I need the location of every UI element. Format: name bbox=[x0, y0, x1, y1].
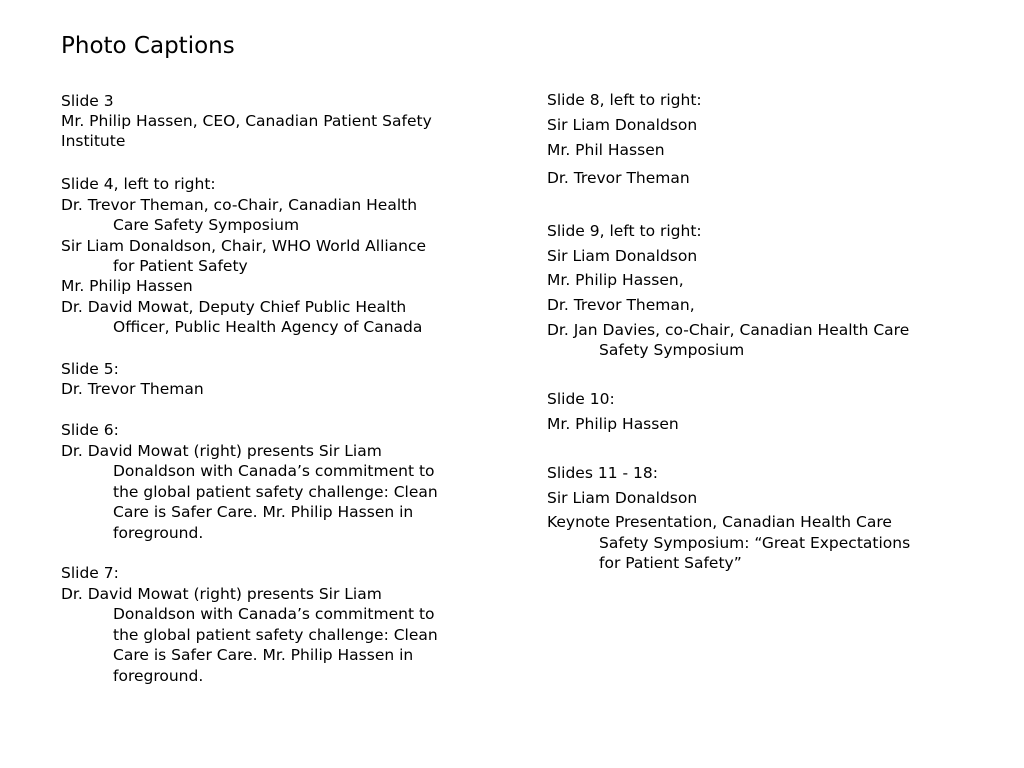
caption-line-continued: Safety Symposium bbox=[599, 341, 745, 359]
caption-line: Dr. David Mowat (right) presents Sir Liam bbox=[61, 585, 382, 603]
slide-5-heading: Slide 5: bbox=[61, 360, 119, 378]
caption-line-continued: Donaldson with Canada’s commitment to bbox=[113, 462, 435, 480]
caption-line-continued: Donaldson with Canada’s commitment to bbox=[113, 605, 435, 623]
caption-line-continued: the global patient safety challenge: Clean bbox=[113, 483, 438, 501]
caption-line-continued: for Patient Safety” bbox=[599, 554, 742, 572]
caption-line: Dr. Trevor Theman, co-Chair, Canadian Health bbox=[61, 196, 418, 214]
caption-line: Mr. Philip Hassen, bbox=[547, 271, 684, 289]
caption-line: Mr. Philip Hassen bbox=[61, 277, 193, 295]
caption-line-continued: Safety Symposium: “Great Expectations bbox=[599, 534, 911, 552]
slide-4-heading: Slide 4, left to right: bbox=[61, 175, 216, 193]
caption-line-continued: the global patient safety challenge: Clean bbox=[113, 626, 438, 644]
caption-line: Mr. Philip Hassen, CEO, Canadian Patient Safety bbox=[61, 112, 432, 130]
slide-8-heading: Slide 8, left to right: bbox=[547, 91, 702, 109]
caption-line-continued: foreground. bbox=[113, 667, 204, 685]
slide-6-heading: Slide 6: bbox=[61, 421, 119, 439]
caption-line: Sir Liam Donaldson bbox=[547, 247, 698, 265]
caption-line: Dr. Jan Davies, co-Chair, Canadian Health Care bbox=[547, 321, 910, 339]
slide-10-heading: Slide 10: bbox=[547, 390, 615, 408]
caption-line: Dr. David Mowat (right) presents Sir Liam bbox=[61, 442, 382, 460]
caption-line: Mr. Phil Hassen bbox=[547, 141, 665, 159]
caption-line: Dr. Trevor Theman, bbox=[547, 296, 695, 314]
caption-line-continued: foreground. bbox=[113, 524, 204, 542]
slide-7-heading: Slide 7: bbox=[61, 564, 119, 582]
caption-line: Sir Liam Donaldson bbox=[547, 489, 698, 507]
caption-line: Dr. Trevor Theman bbox=[547, 169, 690, 187]
page-title: Photo Captions bbox=[61, 33, 235, 59]
caption-line: Dr. Trevor Theman bbox=[61, 380, 204, 398]
caption-line: Dr. David Mowat, Deputy Chief Public Health bbox=[61, 298, 407, 316]
caption-line-continued: Care is Safer Care. Mr. Philip Hassen in bbox=[113, 646, 414, 664]
caption-line: Mr. Philip Hassen bbox=[547, 415, 679, 433]
slide-3-heading: Slide 3 bbox=[61, 92, 114, 110]
slides-11-18-heading: Slides 11 - 18: bbox=[547, 464, 658, 482]
caption-line: Keynote Presentation, Canadian Health Care bbox=[547, 513, 892, 531]
caption-line: Sir Liam Donaldson, Chair, WHO World Alliance bbox=[61, 237, 427, 255]
caption-line: Sir Liam Donaldson bbox=[547, 116, 698, 134]
caption-line: Institute bbox=[61, 132, 126, 150]
caption-line-continued: Officer, Public Health Agency of Canada bbox=[113, 318, 423, 336]
slide-9-heading: Slide 9, left to right: bbox=[547, 222, 702, 240]
caption-line-continued: Care is Safer Care. Mr. Philip Hassen in bbox=[113, 503, 414, 521]
caption-line-continued: for Patient Safety bbox=[113, 257, 248, 275]
caption-line-continued: Care Safety Symposium bbox=[113, 216, 300, 234]
